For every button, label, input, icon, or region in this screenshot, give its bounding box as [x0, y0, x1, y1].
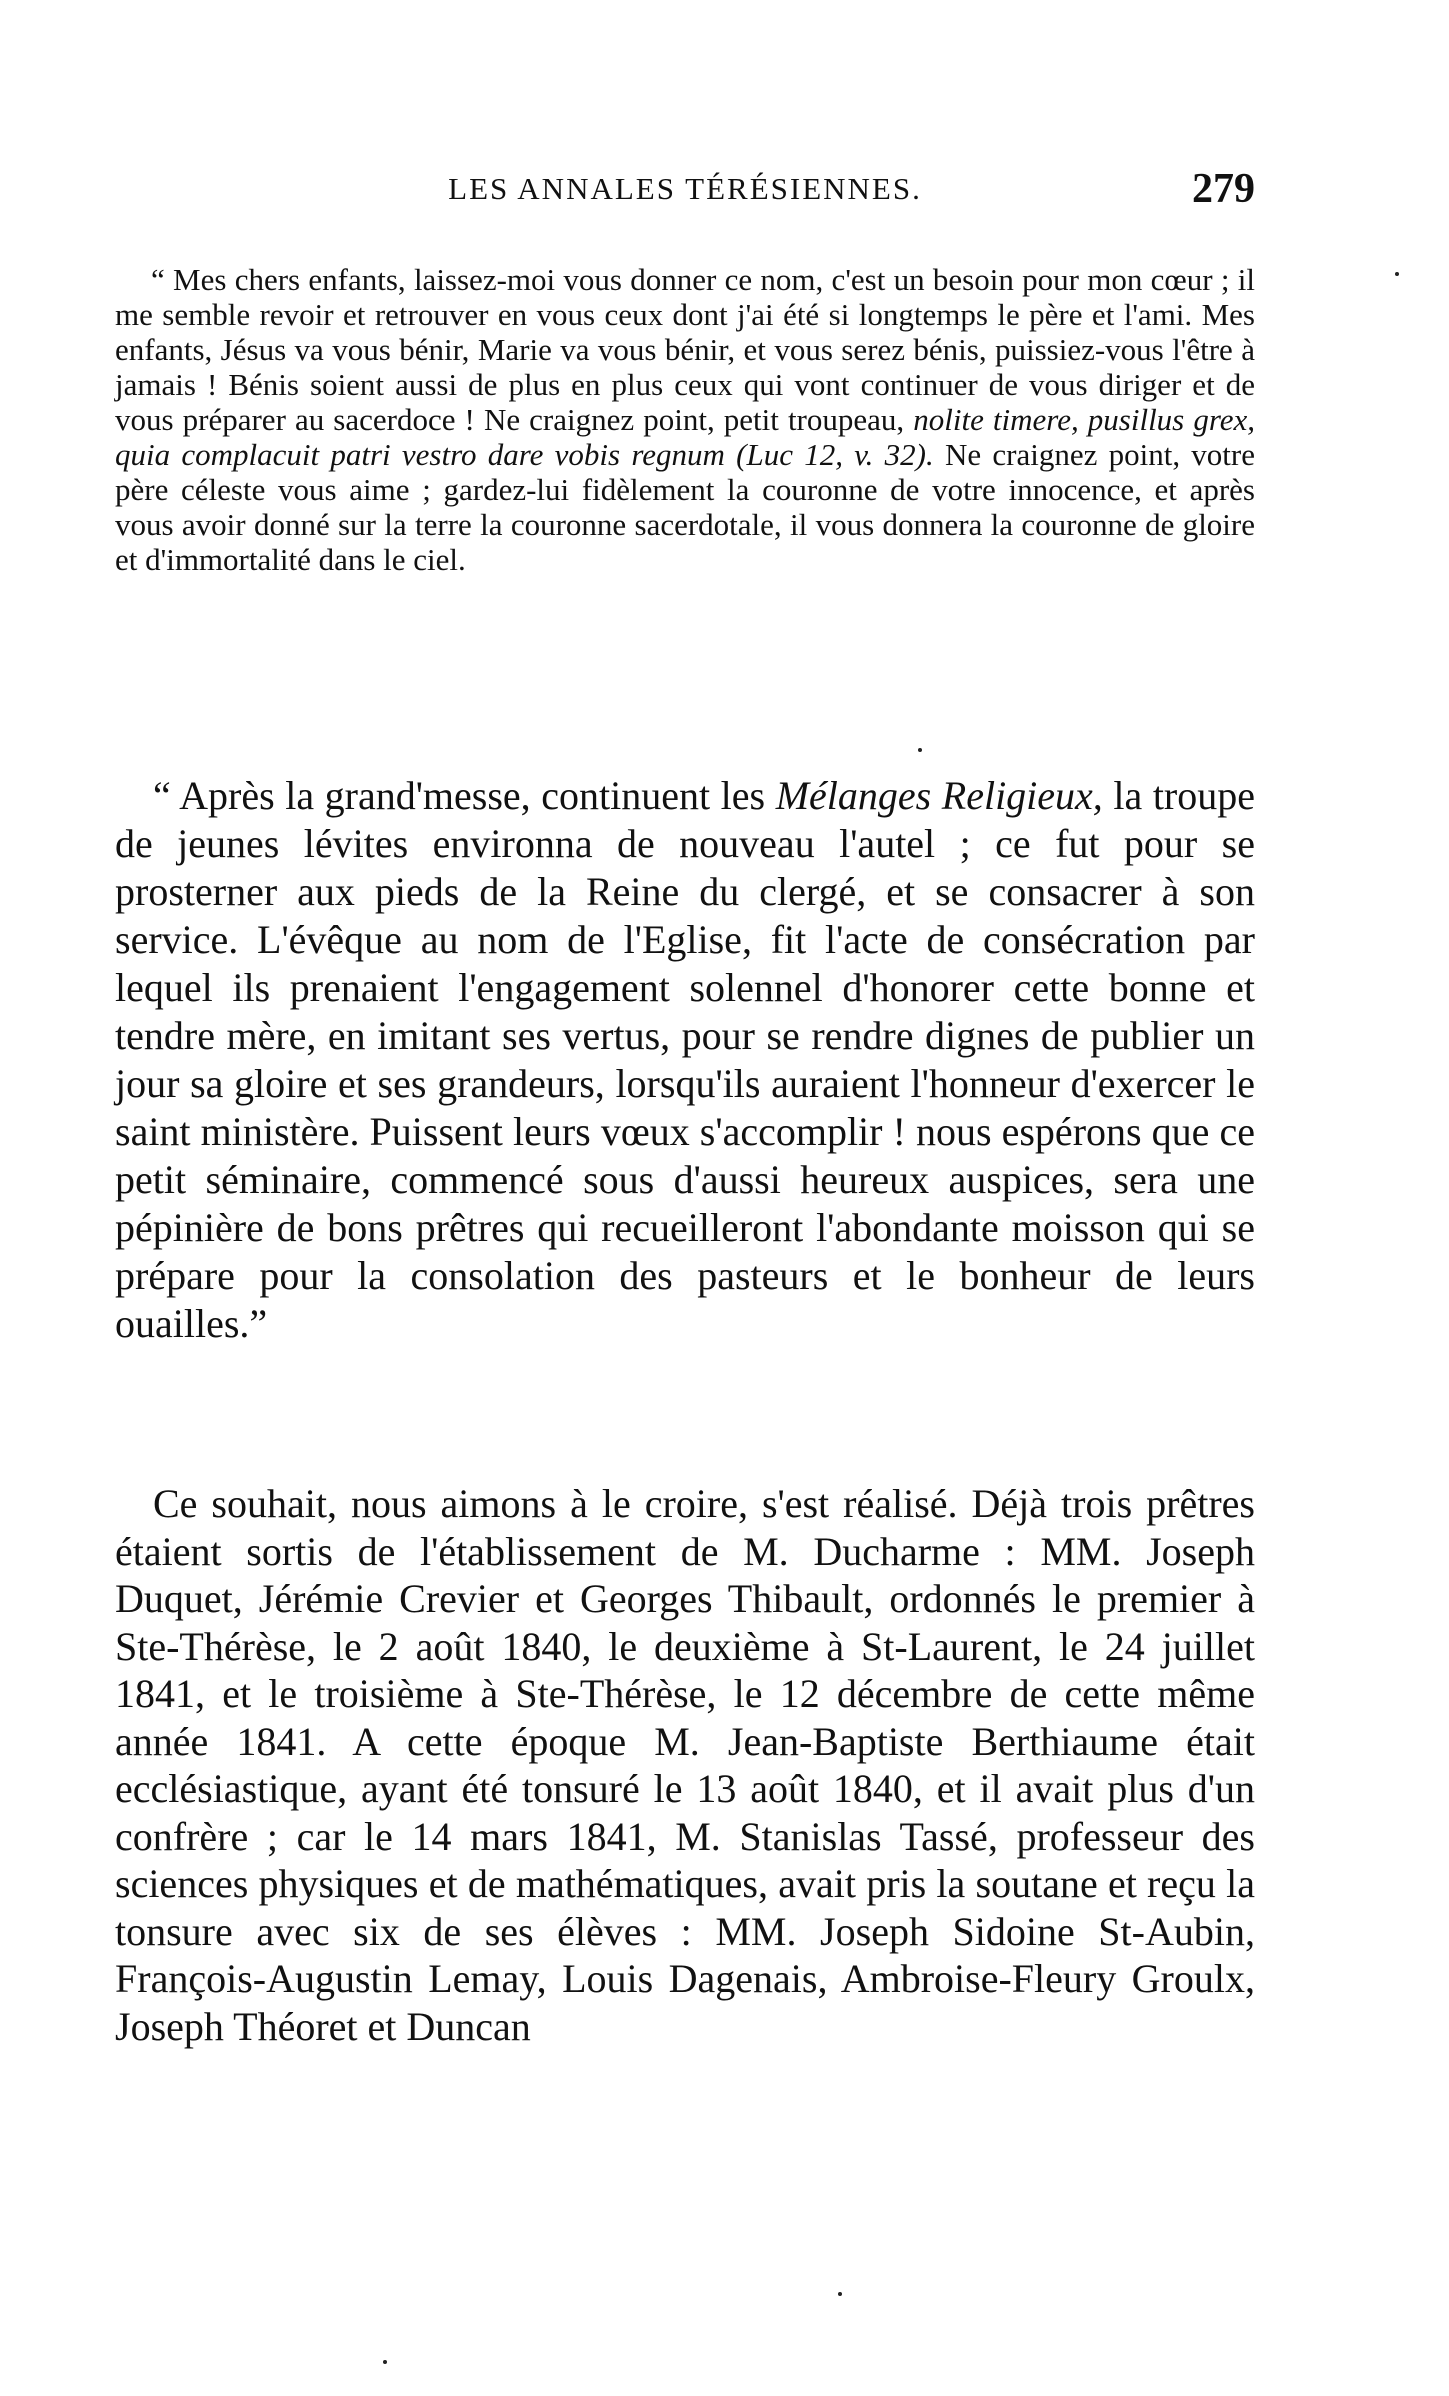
- source-title: Mélanges Religieux,: [775, 773, 1103, 818]
- latin-quotation: nolite timere, pusillus grex, quia complacuit patri vestro dare vobis regnum (Luc 12, v. 32).: [115, 402, 1255, 472]
- ink-speck: [1395, 272, 1399, 276]
- bishop-quote-text-2: Ne craignez point, votre père céleste vous aime ; gardez-lui fidèlement la couronne de votre innocence, et après vous avoir donné sur la terre la couronne sacerdotale, il vous donnera la couronne de gloire et d'immortalité dans le ciel.: [115, 437, 1256, 577]
- melanges-quote-text-2: la troupe de jeunes lévites environna de nouveau l'autel ; ce fut pour se prosterner aux pieds de la Reine du clergé, et se consacrer à son service. L'évêque au nom de l'Eglise, fit l'acte de consécration par lequel ils prenaient l'engagement solennel d'honorer cette bonne et tendre mère, en imitant ses vertus, pour se rendre dignes de publier un jour sa gloire et ses grandeurs, lorsqu'ils auraient l'honneur d'exercer le saint ministère. Puissent leurs vœux s'accomplir ! nous espérons que ce petit séminaire, commencé sous d'aussi heureux auspices, sera une pépinière de bons prêtres qui recueilleront l'abondante moisson qui se prépare pour la consolation des pasteurs et le bonheur de leurs ouailles.”: [115, 773, 1256, 1346]
- melanges-quote-paragraph: [115, 772, 1255, 1348]
- ink-speck: [383, 2360, 387, 2364]
- running-title: LES ANNALES TÉRÉSIENNES.: [448, 171, 922, 206]
- bishop-quote-paragraph: [115, 262, 1255, 577]
- running-head: [115, 165, 1255, 213]
- bishop-quote-text-1: “ Mes chers enfants, laissez-moi vous donner ce nom, c'est un besoin pour mon cœur ; il me semble revoir et retrouver en vous ceux dont j'ai été si longtemps le père et l'ami. Mes enfants, Jésus va vous bénir, Marie va vous bénir, et vous serez bénis, puissiez-vous l'être à jamais ! Bénis soient aussi de plus en plus ceux qui vont continuer de vous diriger et de vous préparer au sacerdoce ! Ne craignez point, petit troupeau,: [115, 262, 1255, 437]
- body-paragraph: Ce souhait, nous aimons à le croire, s'est réalisé. Déjà trois prêtres étaient sortis de l'établissement de M. Ducharme : MM. Joseph Duquet, Jérémie Crevier et Georges Thibault, ordonnés le premier à Ste-Thérèse, le 2 août 1840, le deuxième à St-Laurent, le 24 juillet 1841, et le troisième à Ste-Thérèse, le 12 décembre de cette même année 1841. A cette époque M. Jean-Baptiste Berthiaume était ecclésiastique, ayant été tonsuré le 13 août 1840, et il avait plus d'un confrère ; car le 14 mars 1841, M. Stanislas Tassé, professeur des sciences physiques et de mathématiques, avait pris la soutane et reçu la tonsure avec six de ses élèves : MM. Joseph Sidoine St-Aubin, François-Augustin Lemay, Louis Dagenais, Ambroise-Fleury Groulx, Joseph Théoret et Duncan: [115, 1481, 1255, 2049]
- ink-speck: [918, 748, 922, 752]
- page-number: 279: [1192, 166, 1255, 212]
- melanges-quote-text-1: “ Après la grand'messe, continuent les: [153, 773, 776, 818]
- ink-speck: [838, 2292, 842, 2296]
